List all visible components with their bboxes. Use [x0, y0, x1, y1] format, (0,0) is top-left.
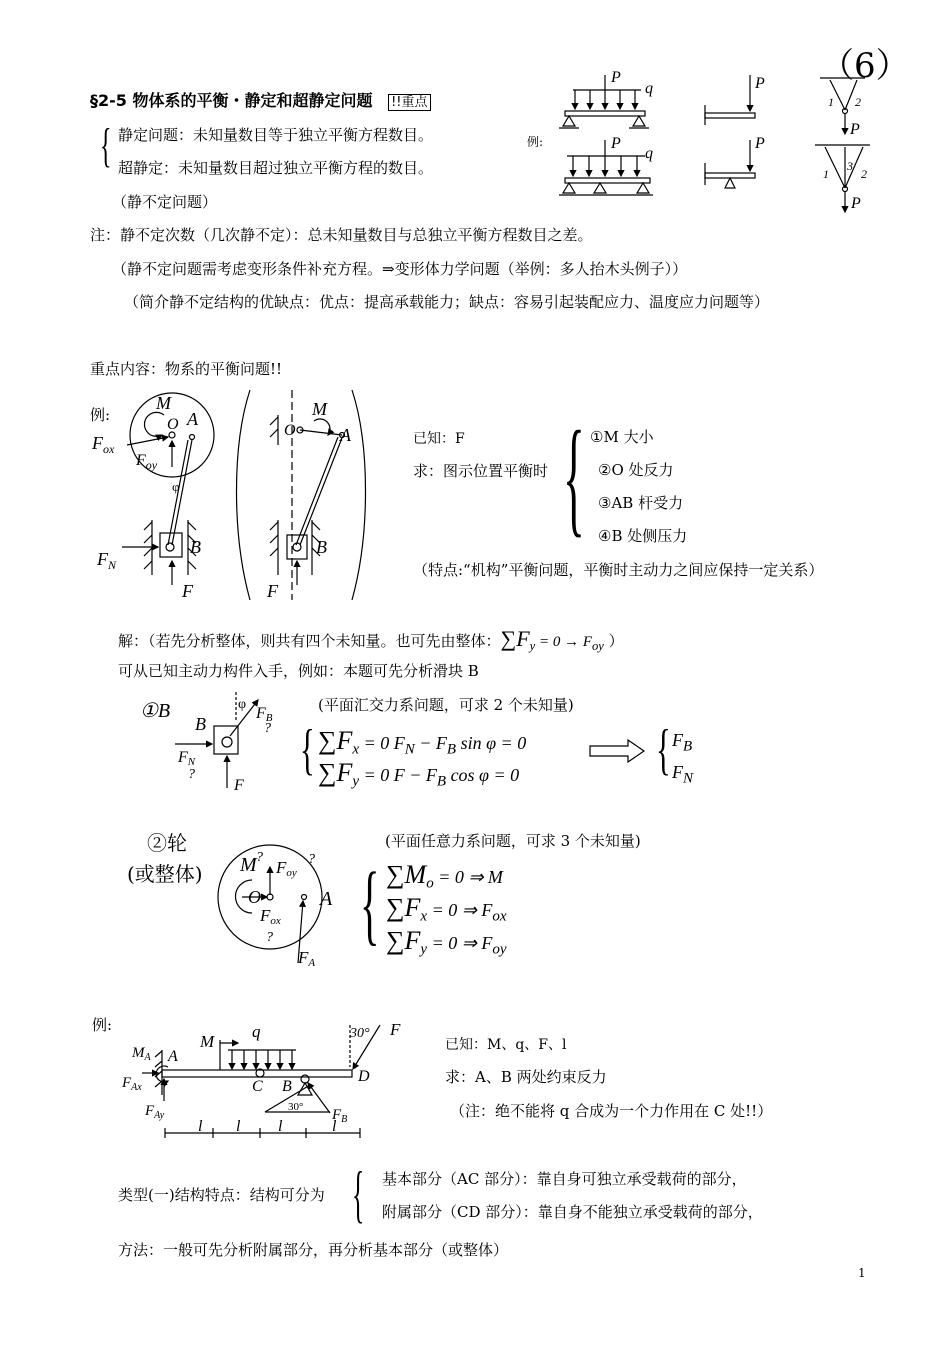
eq1-b: B	[446, 741, 457, 758]
b-M: M	[200, 1032, 215, 1051]
m1-B: B	[190, 537, 201, 557]
note-1: 注：静不定次数（几次静不定）：总未知量数目与总独立平衡方程数目之差。	[90, 226, 593, 244]
wheel-label-2: (或整体)	[127, 862, 203, 886]
stepB-eq2	[318, 758, 519, 791]
ex1-item-1: ①M 大小	[590, 428, 654, 446]
eq1-rhs: = 0 F	[359, 733, 405, 753]
eq1-end: sin φ = 0	[456, 733, 527, 753]
b-l4: l	[332, 1118, 337, 1135]
b-FAy: $F_{Ay}$	[145, 1103, 165, 1121]
stepB-label: ①B	[140, 700, 171, 722]
page-label: （6）	[820, 46, 910, 86]
wheel-eq-1: $\sum M_o = 0$ ⇒ M	[386, 860, 503, 892]
implies-arrow-icon	[588, 738, 646, 764]
w-Fox: Fox	[260, 906, 281, 927]
b-A: A	[168, 1048, 178, 1065]
beam-figure	[120, 1015, 420, 1150]
ex1-hint: 可从已知主动力构件入手，例如：本题可先分析滑块 B	[118, 662, 479, 680]
ex1-item-4: ④B 处侧压力	[598, 527, 688, 545]
ex1-feature: （特点:“机构”平衡问题，平衡时主动力之间应保持一定关系）	[413, 561, 824, 579]
m1-Fox: $F_{ox}$	[92, 433, 115, 456]
def-hyper-alt: （静不定问题）	[112, 193, 218, 211]
ex1-label: 例:	[90, 406, 111, 424]
eq1-n: N	[404, 741, 415, 758]
sB-q1: ?	[264, 721, 271, 736]
stepB-brace: {	[300, 719, 315, 781]
eq2-sum: ∑F	[318, 758, 353, 787]
sol-eq: ∑F	[500, 626, 530, 651]
w-q3: ?	[266, 930, 273, 945]
ex1-given: 已知：F	[413, 431, 465, 447]
sB-q2: ?	[188, 767, 195, 782]
fig-n1-a: 1	[828, 95, 834, 109]
fig-P-3: P	[755, 75, 765, 92]
fig-P-5: P	[850, 121, 860, 138]
ex2-given: 已知：M、q、F、l	[445, 1037, 567, 1053]
m2-M: M	[312, 399, 327, 419]
m2-O: O	[284, 422, 296, 439]
b-l3: l	[278, 1118, 283, 1135]
fig-P-6: P	[851, 195, 861, 212]
b-l1: l	[198, 1118, 203, 1135]
eq2-end: cos φ = 0	[446, 765, 520, 785]
b-B: B	[282, 1078, 292, 1095]
sol-prefix: 解：（若先分析整体，则共有四个未知量。也可先由整体：	[118, 632, 501, 650]
w-M: M	[240, 854, 257, 876]
fig-P-4: P	[755, 135, 765, 152]
ex1-brace: {	[563, 405, 585, 549]
ex1-solution	[118, 626, 624, 654]
stepB-note: (平面汇交力系问题，可求 2 个未知量)	[318, 696, 574, 714]
sol-mid: = 0 → F	[535, 634, 592, 650]
eq2-b: B	[436, 773, 447, 790]
b-q: q	[252, 1022, 261, 1041]
fig-P-2: P	[611, 135, 621, 152]
ex2-find: 求：A、B 两处约束反力	[445, 1068, 607, 1086]
fig-q-2: q	[645, 145, 653, 162]
wheel-brace: {	[360, 855, 380, 954]
def-static: 静定问题：未知量数目等于独立平衡方程数目。	[118, 126, 434, 144]
note-3: （简介静不定结构的优缺点：优点：提高承载能力；缺点：容易引起装配应力、温度应力问题等）	[124, 293, 770, 311]
eq2-rhs: = 0 F − F	[359, 765, 437, 785]
sol-sub: y	[529, 639, 536, 653]
b-MA: $M_A$	[132, 1045, 151, 1063]
w-q2: ?	[308, 852, 315, 867]
m2-F: F	[267, 581, 278, 601]
ex2-attached: 附属部分（CD 部分）：靠自身不能独立承受载荷的部分，	[382, 1203, 763, 1221]
b-FAx: $F_{Ax}$	[122, 1075, 142, 1093]
key-content: 重点内容：物系的平衡问题!!	[90, 360, 283, 378]
wheel-eq-2: $\sum F_x = 0$ ⇒ $F_{ox}$	[386, 893, 507, 925]
wheel-figure	[212, 835, 352, 970]
support-examples-figure	[545, 60, 885, 220]
m1-F: F	[182, 581, 193, 601]
sB-phi: φ	[238, 697, 247, 712]
m2-A: A	[340, 425, 351, 445]
fig-n2-b: 2	[861, 167, 867, 181]
m1-M: M	[156, 393, 171, 413]
eq1-tail: − F	[414, 733, 447, 753]
fig-n1-b: 1	[823, 167, 829, 181]
w-A: A	[320, 888, 333, 910]
b-l2: l	[236, 1118, 241, 1135]
sB-FB: FB	[256, 705, 273, 724]
section-title-text: §2-5 物体系的平衡・静定和超静定问题	[90, 91, 373, 110]
fig-P-1: P	[611, 69, 621, 86]
ex1-item-3: ③AB 杆受力	[598, 494, 684, 512]
eq2-sub: y	[352, 773, 360, 790]
sB-FN: FN	[178, 749, 196, 768]
stepB-eq1	[318, 726, 526, 759]
mechanism-figure	[92, 385, 392, 605]
page-number: 1	[858, 1266, 866, 1280]
sol-sub2: oy	[592, 639, 604, 653]
sB-F: F	[234, 777, 244, 794]
wheel-label-1: ②轮	[147, 831, 187, 855]
section-title	[90, 88, 431, 111]
fig-n2-a: 2	[855, 95, 861, 109]
wheel-note: (平面任意力系问题，可求 3 个未知量)	[385, 832, 641, 850]
sB-B: B	[195, 714, 206, 734]
ex2-type-label: 类型(一)结构特点：结构可分为	[118, 1186, 325, 1204]
eq1-sub: x	[352, 741, 360, 758]
b-C: C	[252, 1078, 263, 1095]
b-angle-bottom: 30°	[288, 1101, 304, 1113]
ex2-method: 方法：一般可先分析附属部分，再分析基本部分（或整体）	[118, 1241, 509, 1259]
b-FB: $F_B$	[332, 1107, 348, 1125]
stepB-res2: $F_N$	[672, 762, 694, 787]
w-FA: FA	[298, 948, 316, 969]
slider-B-figure	[170, 690, 290, 800]
fig-q-1: q	[645, 80, 653, 97]
m1-O: O	[167, 416, 179, 433]
ex2-basic: 基本部分（AC 部分）：靠自身可独立承受载荷的部分，	[382, 1170, 747, 1188]
wheel-eq-3: $\sum F_y = 0$ ⇒ $F_{oy}$	[386, 926, 507, 958]
w-Foy: Foy	[276, 858, 297, 879]
ex1-find: 求：图示位置平衡时	[413, 462, 549, 480]
m1-phi: φ	[172, 479, 180, 494]
sol-suffix: ）	[603, 632, 624, 650]
b-F: F	[390, 1020, 401, 1039]
stepB-res1: $F_B$	[672, 730, 693, 755]
b-D: D	[358, 1068, 370, 1085]
ex2-note: （注：绝不能将 q 合成为一个力作用在 C 处!!）	[450, 1102, 773, 1120]
b-angle-top: 30°	[350, 1026, 370, 1041]
def-hyper: 超静定：未知量数目超过独立平衡方程的数目。	[118, 159, 434, 177]
examples-label: 例:	[527, 135, 544, 149]
m1-A: A	[187, 409, 198, 429]
w-O: O	[248, 887, 261, 907]
ex2-type-brace: {	[352, 1158, 365, 1229]
m1-FN: $F_N$	[97, 549, 117, 572]
key-badge: !!重点	[388, 94, 430, 111]
ex2-label: 例:	[92, 1016, 113, 1034]
stepB-result-brace: {	[656, 719, 671, 781]
ex1-item-2: ②O 处反力	[598, 461, 674, 479]
fig-n3-b: 3	[847, 159, 853, 173]
w-q1: ?	[256, 850, 263, 865]
defs-brace: {	[100, 119, 112, 172]
m1-Foy: $F_{oy}$	[136, 452, 158, 472]
note-2: （静不定问题需考虑变形条件补充方程。⇒变形体力学问题（举例：多人抬木头例子））	[112, 260, 688, 278]
eq1-sum: ∑F	[318, 726, 353, 755]
m2-B: B	[316, 537, 327, 557]
